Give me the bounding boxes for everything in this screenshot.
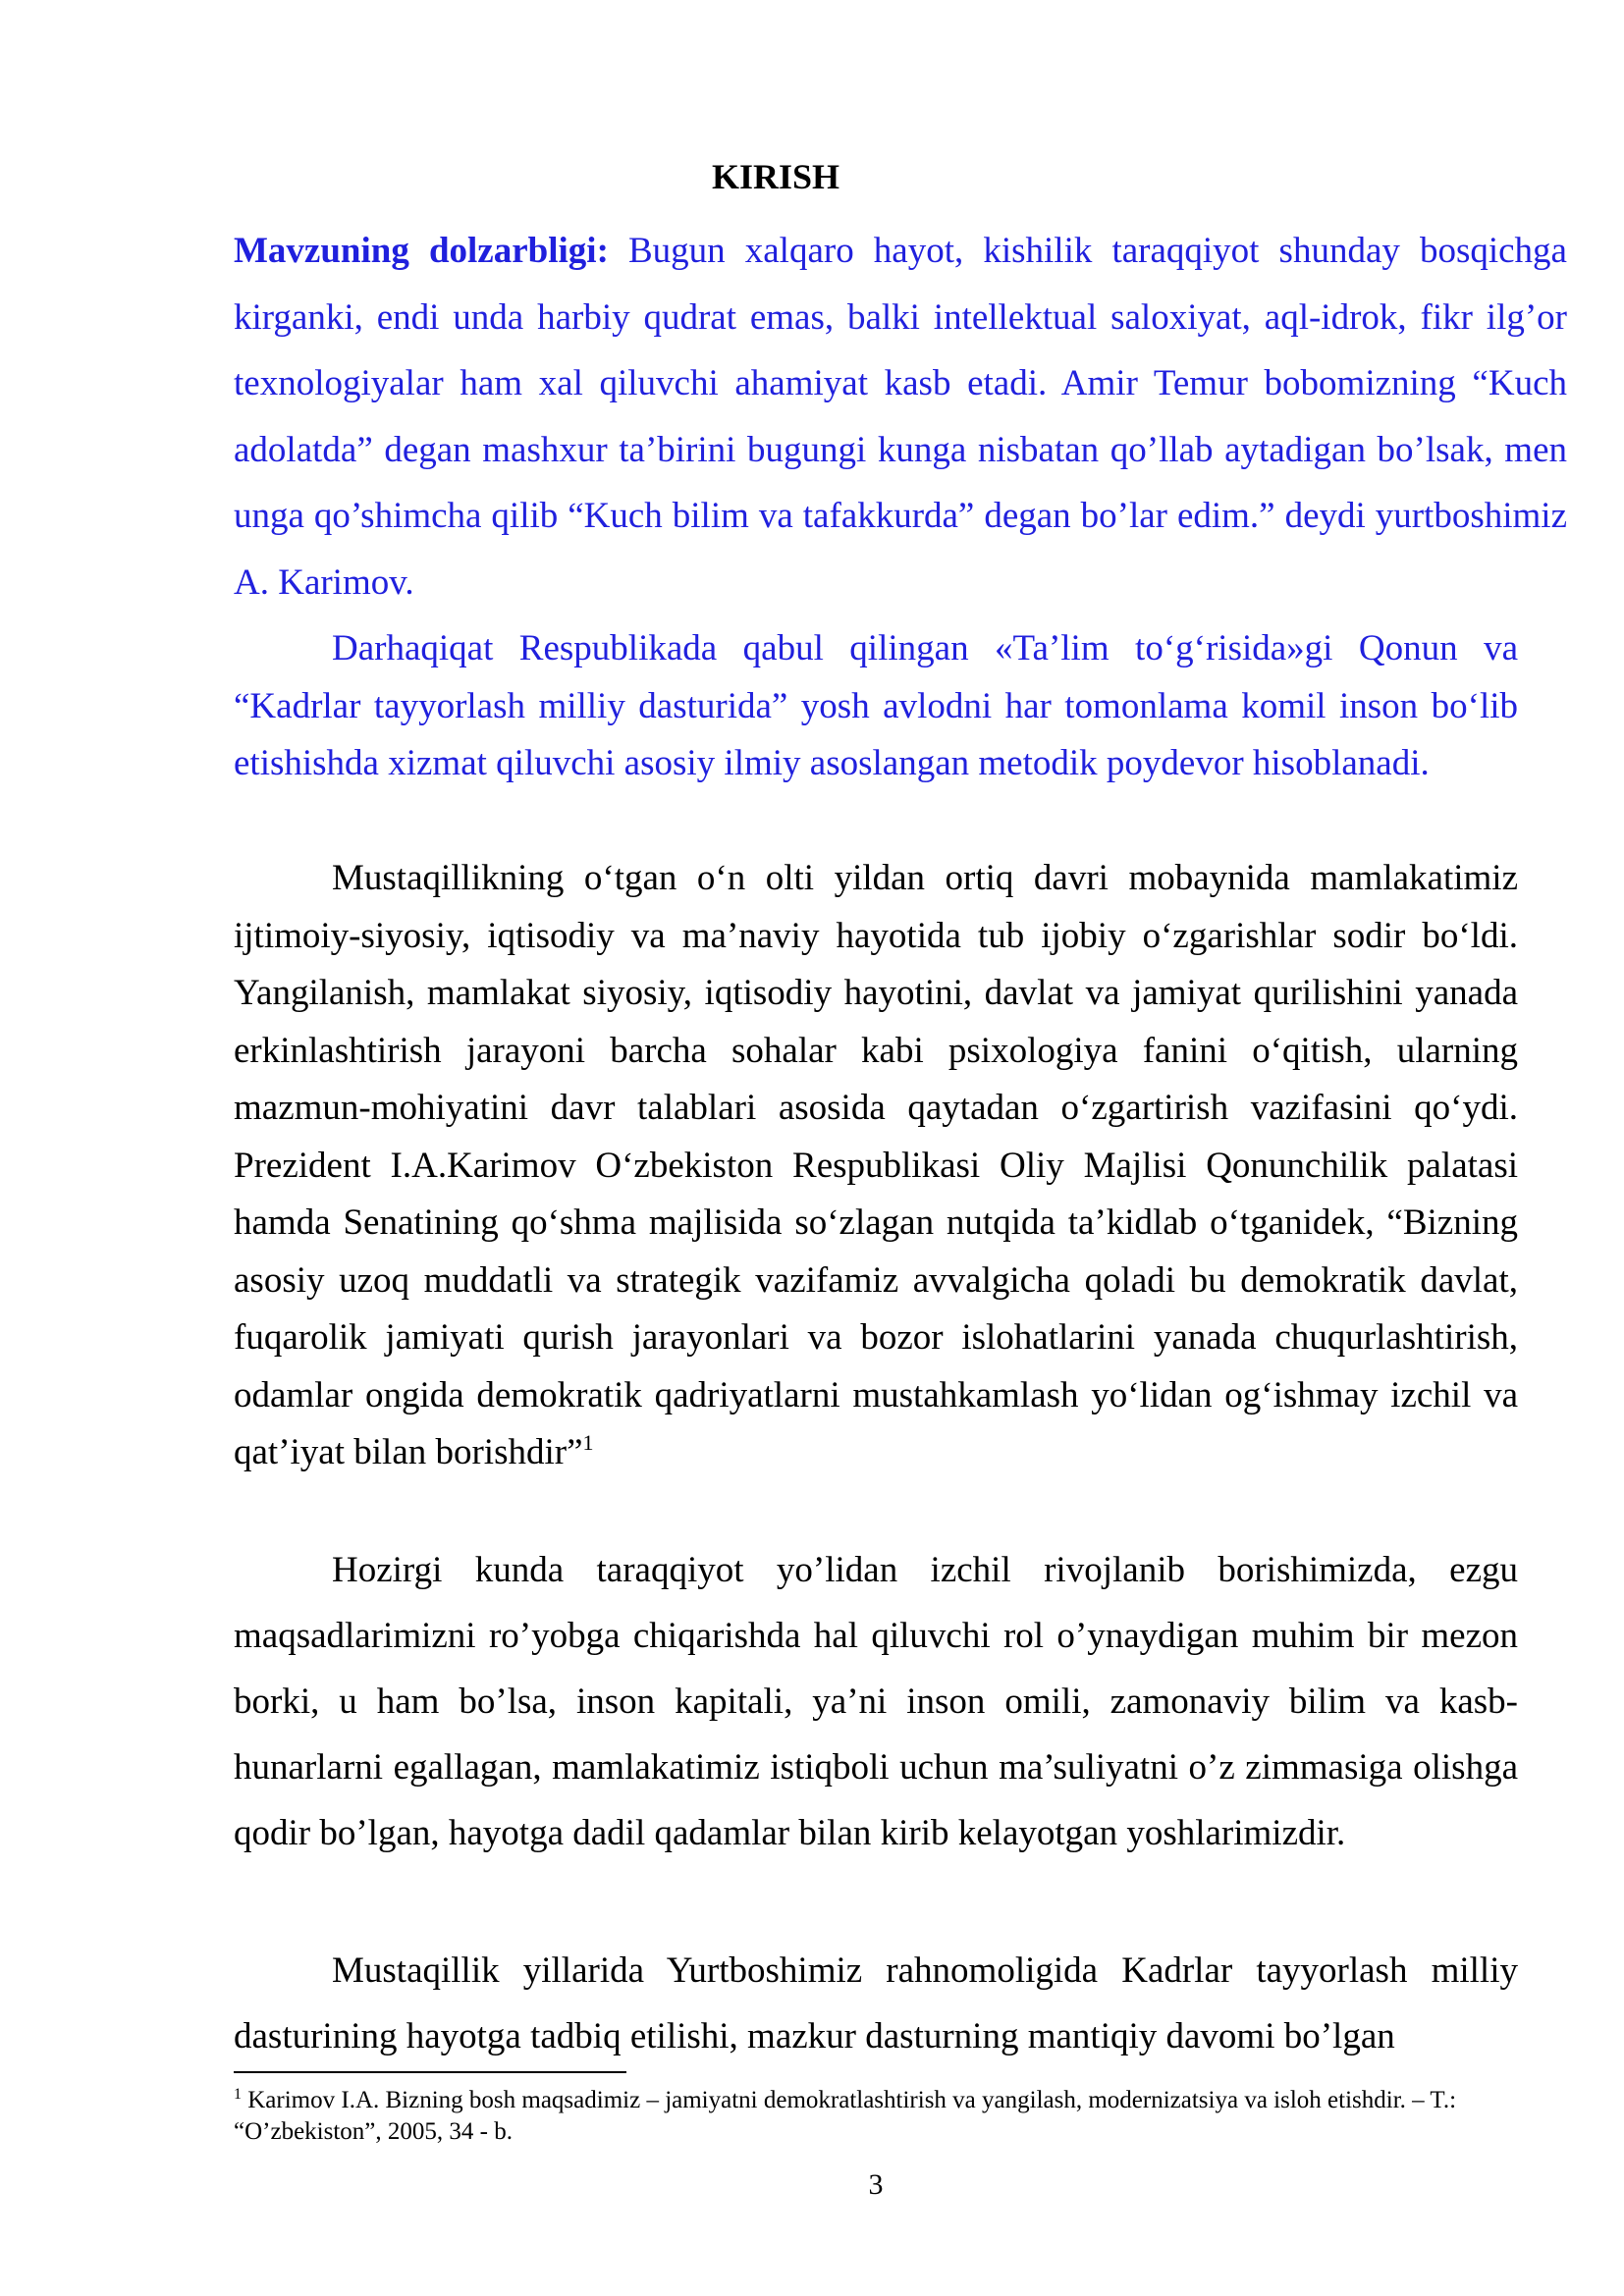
footnote-marker: 1: [234, 2086, 242, 2103]
footnote: [234, 2085, 1520, 2148]
relevance-text: Bugun xalqaro hayot, kishilik taraqqiyot shunday bosqichga kirganki, endi unda harbiy qudrat emas, balki intellektual saloxiyat, aql-idrok, fikr ilg’or texnologiyalar ham xal qiluvchi ahamiyat kasb etadi. Amir Temur bobomizning “Kuch adolatda” degan mashxur ta’birini bugungi kunga nisbatan qo’llab aytadigan bo’lsak, men unga qo’shimcha qilib “Kuch bilim va tafakkurda” degan bo’lar edim.” deydi yurtboshimiz A. Karimov.: [234, 231, 1567, 603]
page-number: 3: [868, 2168, 884, 2201]
relevance-lead: Mavzuning dolzarbligi:: [234, 231, 609, 271]
footnote-reference[interactable]: 1: [582, 1430, 594, 1455]
paragraph-relevance: [234, 218, 1567, 615]
footnote-separator: [234, 2071, 626, 2073]
paragraph-human-capital: Hozirgi kunda taraqqiyot yo’lidan izchil rivojlanib borishimizda, ezgu maqsadlarimizni ro’yobga chiqarishda hal qiluvchi rol o’ynaydigan muhim bir mezon borki, u ham bo’lsa, inson kapitali, ya’ni inson omili, zamonaviy bilim va kasb-hunarlarni egallagan, mamlakatimiz istiqboli uchun ma’suliyatni o’z zimmasiga olishga qodir bo’lgan, hayotga dadil qadamlar bilan kirib kelayotgan yoshlarimizdir.: [234, 1550, 1518, 1853]
paragraph-education-law: Darhaqiqat Respublikada qabul qilingan «Ta’lim to‘g‘risida»gi Qonun va “Kadrlar tayyorlash milliy dasturida” yosh avlodni har tomonlama komil inson bo‘lib etishishda xizmat qiluvchi asosiy ilmiy asoslangan metodik poydevor hisoblanadi.: [234, 628, 1518, 783]
paragraph-independence: [234, 850, 1518, 1482]
independence-text: Mustaqillikning o‘tgan o‘n olti yildan ortiq davri mobaynida mamlakatimiz ijtimoiy-siyosiy, iqtisodiy va ma’naviy hayotida tub ijobiy o‘zgarishlar sodir bo‘ldi. Yangilanish, mamlakat siyosiy, iqtisodiy hayotini, davlat va jamiyat qurilishini yanada erkinlashtirish jarayoni barcha sohalar kabi psixologiya fanini o‘qitish, ularning mazmun-mohiyatini davr talablari asosida qaytadan o‘zgartirish vazifasini qo‘ydi. Prezident I.A.Karimov O‘zbekiston Respublikasi Oliy Majlisi Qonunchilik palatasi hamda Senatining qo‘shma majlisida so‘zlagan nutqida ta’kidlab o‘tganidek, “Bizning asosiy uzoq muddatli va strategik vazifamiz avvalgicha qoladi bu demokratik davlat, fuqarolik jamiyati qurish jarayonlari va bozor islohatlarini yanada chuqurlashtirish, odamlar ongida demokratik qadriyatlarni mustahkamlash yo‘lidan og‘ishmay izchil va qat’iyat bilan borishdir”: [234, 858, 1518, 1472]
paragraph-cadre-program: Mustaqillik yillarida Yurtboshimiz rahnomoligida Kadrlar tayyorlash milliy dasturining hayotga tadbiq etilishi, mazkur dasturning mantiqiy davomi bo’lgan: [234, 1950, 1518, 2056]
footnote-text: Karimov I.A. Bizning bosh maqsadimiz – jamiyatni demokratlashtirish va yangilash, modernizatsiya va isloh etishdir. – T.: “O’zbekiston”, 2005, 34 - b.: [234, 2087, 1457, 2145]
section-heading: KIRISH: [711, 157, 840, 196]
